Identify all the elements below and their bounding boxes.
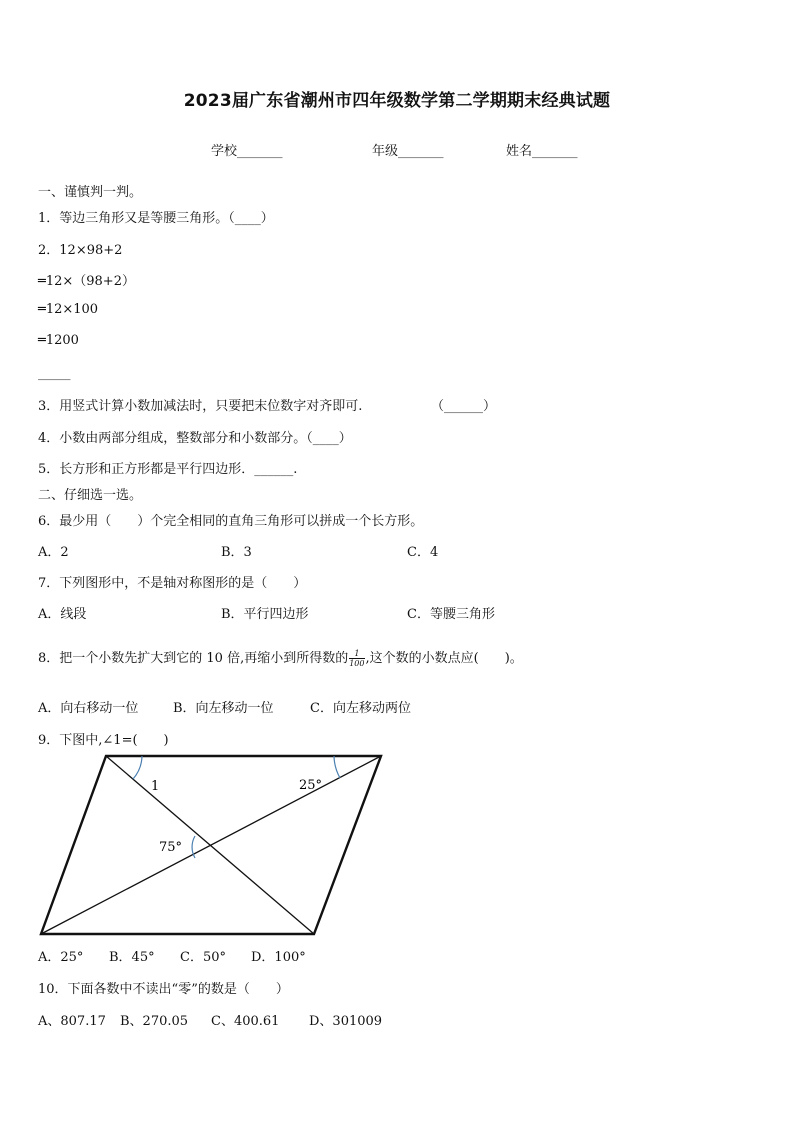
question-6-option-a: A．2: [38, 545, 69, 560]
angle-1-label: 1: [151, 779, 160, 794]
angle-75-label: 75°: [159, 840, 183, 855]
question-6-option-b: B．3: [221, 545, 252, 560]
school-field: 学校_______: [211, 144, 283, 159]
question-6-option-c: C．4: [407, 545, 439, 560]
question-7-option-c: C．等腰三角形: [407, 607, 495, 622]
question-10-option-d: D、301009: [309, 1014, 383, 1029]
question-2-blank: _____: [38, 366, 71, 381]
question-3-blank: （______）: [431, 399, 497, 414]
question-9-option-a: A．25°: [38, 950, 84, 965]
question-3: 3．用竖式计算小数加减法时，只要把末位数字对齐即可.: [38, 399, 363, 414]
question-1: 1．等边三角形又是等腰三角形。（____）: [38, 211, 274, 226]
question-2-line2: ═12×（98+2）: [38, 274, 135, 289]
parallelogram-figure: [36, 750, 388, 940]
question-8-text-post: ,这个数的小数点应( )。: [365, 651, 523, 666]
section2-heading: 二、仔细选一选。: [38, 488, 143, 503]
question-8: [38, 647, 523, 668]
angle-1-arc: [133, 756, 142, 779]
question-10-option-c: C、400.61: [211, 1014, 280, 1029]
section1-heading: 一、谨慎判一判。: [38, 185, 143, 200]
question-7: 7．下列图形中，不是轴对称图形的是（ ）: [38, 576, 307, 591]
fraction-numerator: 1: [349, 649, 364, 659]
question-9-option-c: C．50°: [180, 950, 226, 965]
question-8-option-c: C．向左移动两位: [310, 701, 411, 716]
question-5: 5．长方形和正方形都是平行四边形．______.: [38, 462, 298, 477]
question-10-option-b: B、270.05: [120, 1014, 189, 1029]
question-2-line1: 2．12×98+2: [38, 243, 123, 258]
fraction-denominator: 100: [349, 659, 365, 668]
question-7-option-a: A．线段: [38, 607, 87, 622]
question-9-option-b: B．45°: [109, 950, 155, 965]
question-10-option-a: A、807.17: [38, 1014, 106, 1029]
question-8-option-a: A．向右移动一位: [38, 701, 139, 716]
grade-field: 年级_______: [372, 144, 444, 159]
question-8-text-pre: 8．把一个小数先扩大到它的 10 倍,再缩小到所得数的: [38, 651, 349, 666]
question-8-option-b: B．向左移动一位: [173, 701, 274, 716]
question-8-fraction: [349, 649, 364, 668]
page-title: 2023届广东省潮州市四年级数学第二学期期末经典试题: [183, 91, 611, 111]
diagonal-2: [41, 756, 381, 934]
question-2-line4: ═1200: [38, 333, 79, 348]
question-10: 10．下面各数中不读出“零”的数是（ ）: [38, 982, 289, 997]
angle-25-arc: [334, 756, 340, 778]
name-field: 姓名_______: [506, 144, 578, 159]
question-9-option-d: D．100°: [251, 950, 306, 965]
question-9: 9．下图中,∠1=( ): [38, 733, 169, 748]
question-4: 4．小数由两部分组成，整数部分和小数部分。（____）: [38, 431, 352, 446]
question-6: 6．最少用（ ）个完全相同的直角三角形可以拼成一个长方形。: [38, 514, 424, 529]
question-7-option-b: B．平行四边形: [221, 607, 309, 622]
question-2-line3: ═12×100: [38, 302, 99, 317]
angle-25-label: 25°: [299, 778, 323, 793]
